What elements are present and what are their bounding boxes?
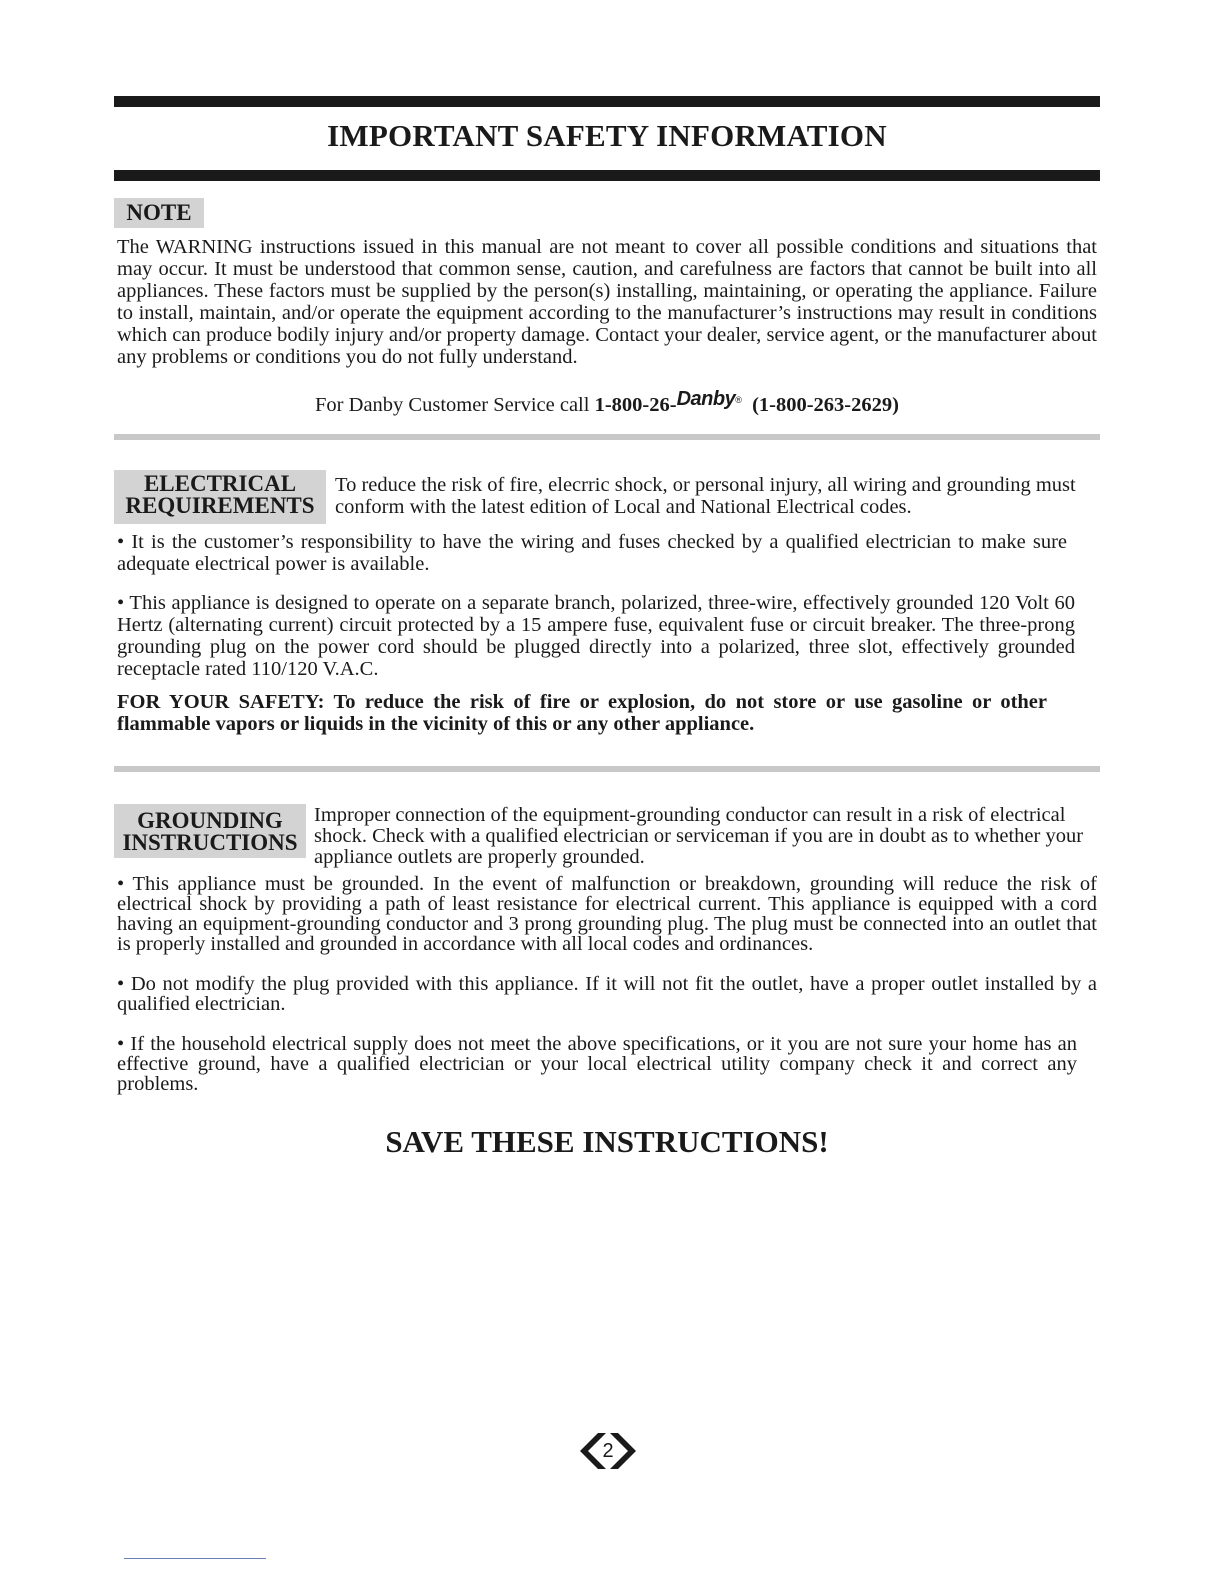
section-divider-1	[114, 434, 1100, 440]
section-divider-2	[114, 766, 1100, 772]
trademark-symbol: ®	[735, 395, 742, 405]
title-bottom-rule	[114, 170, 1100, 181]
electrical-requirements-label	[114, 470, 326, 524]
electrical-intro: To reduce the risk of fire, elecrric shock, or personal injury, all wiring and grounding must conform with the latest edition of Local and National Electrical codes.	[335, 474, 1076, 518]
electrical-bullet-1: • It is the customer’s responsibility to have the wiring and fuses checked by a qualified electrician to make sure adequate electrical power is available.	[117, 531, 1067, 575]
grounding-instructions-label	[114, 804, 306, 858]
page-title: IMPORTANT SAFETY INFORMATION	[327, 118, 887, 153]
page-number: 2	[602, 1440, 614, 1462]
customer-service-line	[114, 386, 1100, 419]
save-instructions-title: SAVE THESE INSTRUCTIONS!	[385, 1124, 829, 1159]
service-number-full: (1-800-263-2629)	[752, 393, 899, 416]
grounding-intro: Improper connection of the equipment-grounding conductor can result in a risk of electrical shock. Check with a qualified electrician or serviceman if you are in doubt as to whether your appliance outlets are properly grounded.	[314, 804, 1084, 868]
safety-warning: FOR YOUR SAFETY: To reduce the risk of fire or explosion, do not store or use gasoline or other flammable vapors or liquids in the vicinity of this or any other appliance.	[117, 691, 1047, 735]
grounding-bullet-3: • If the household electrical supply does not meet the above specifications, or it you are not sure your home has an effective ground, have a qualified electrician or your local electrical utility company check it and correct any problems.	[117, 1033, 1077, 1095]
note-text: The WARNING instructions issued in this manual are not meant to cover all possible conditions and situations that may occur. It must be understood that common sense, caution, and carefulness are factors that cannot be built into all appliances. These factors must be supplied by the person(s) installing, maintaining, or operating the appliance. Failure to install, maintain, and/or operate the equipment according to the manufacturer’s instructions may result in conditions which can produce bodily injury and/or property damage. Contact your dealer, service agent, or the manufacturer about any problems or conditions you do not fully understand.	[117, 236, 1097, 368]
note-label: NOTE	[114, 198, 204, 228]
electrical-label-line2: REQUIREMENTS	[125, 493, 315, 518]
grounding-bullet-2: • Do not modify the plug provided with this appliance. If it will not fit the outlet, have a proper outlet installed by a qualified electrician.	[117, 973, 1097, 1015]
footer-underline	[124, 1558, 266, 1559]
page-number-badge	[576, 1429, 640, 1473]
grounding-label-line1: GROUNDING	[137, 808, 283, 833]
electrical-label-line1: ELECTRICAL	[143, 471, 297, 496]
danby-logo: Danby	[676, 387, 736, 410]
service-number-prefix: 1-800-26-	[594, 393, 677, 416]
electrical-bullet-2: • This appliance is designed to operate on a separate branch, polarized, three-wire, effectively grounded 120 Volt 60 Hertz (alternating current) circuit protected by a 15 ampere fuse, equivalent fuse or circuit breaker. The three-prong grounding plug on the power cord should be plugged directly into a polarized, three slot, effectively grounded receptacle rated 110/120 V.A.C.	[117, 592, 1075, 680]
grounding-bullet-1: • This appliance must be grounded. In the event of malfunction or breakdown, grounding will reduce the risk of electrical shock by providing a path of least resistance for electrical current. This appliance is equipped with a cord having an equipment-grounding conductor and 3 prong grounding plug. The plug must be connected into an outlet that is properly installed and grounded in accordance with all local codes and ordinances.	[117, 873, 1097, 955]
top-rule	[114, 96, 1100, 107]
grounding-label-line2: INSTRUCTIONS	[122, 830, 298, 855]
service-prefix: For Danby Customer Service call	[315, 393, 595, 416]
